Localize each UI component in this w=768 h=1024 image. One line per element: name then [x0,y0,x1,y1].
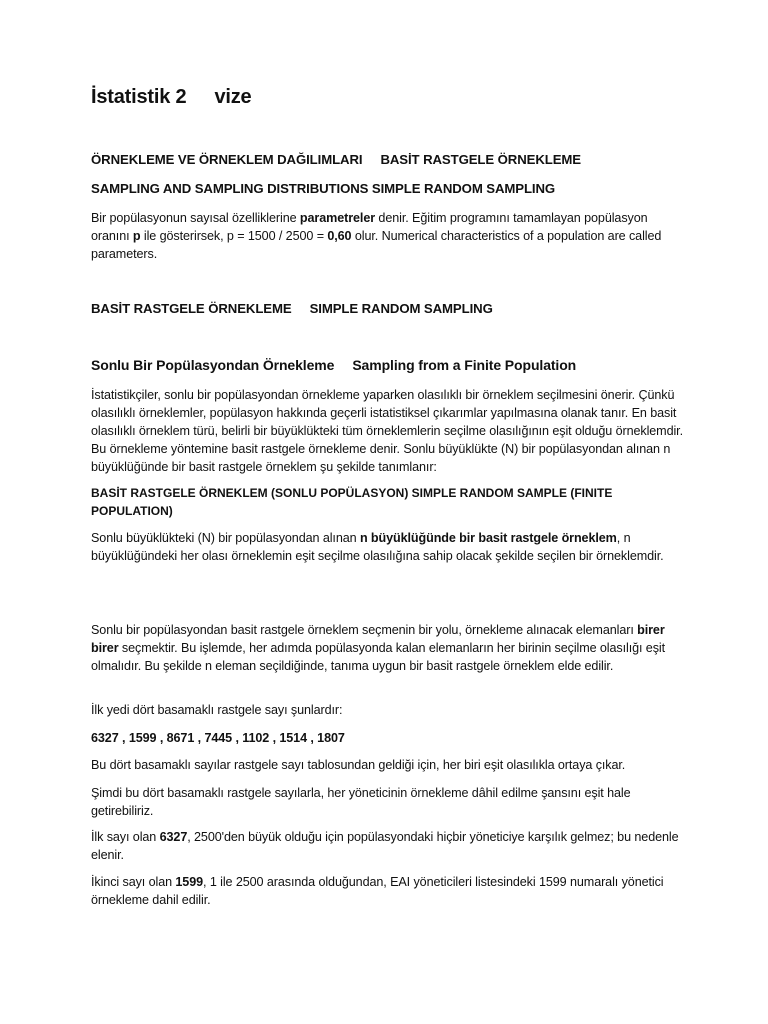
heading-simple-random-sampling: BASİT RASTGELE ÖRNEKLEME SIMPLE RANDOM SAMPLING [91,301,493,316]
random-numbers-list: 6327 , 1599 , 8671 , 7445 , 1102 , 1514 , 1807 [91,731,345,745]
paragraph-selection-method: Sonlu bir popülasyondan basit rastgele örneklem seçmenin bir yolu, örnekleme alınacak elemanları birer birer seçmektir. Bu işlemde, her adımda popülasyonda kalan elemanların her birinin seçilme olasılığı eşit olmalıdır. Bu şekilde n eleman seçildiğinde, tanıma uygun bir basit rastgele örneklem elde edilir. [91,623,666,673]
paragraph-equal-probability: Bu dört basamaklı sayılar rastgele sayı tablosundan geldiği için, her biri eşit olasılıkla ortaya çıkar. [91,758,626,772]
paragraph-definition: Sonlu büyüklükteki (N) bir popülasyondan alınan n büyüklüğünde bir basit rastgele örneklem, n büyüklüğündeki her olası örneklemin eşit seçilme olasılığına sahip olacak şekilde seçilen bir örneklemdir. [91,531,664,563]
paragraph-second-number: İkinci sayı olan 1599, 1 ile 2500 arasında olduğundan, EAI yöneticileri listesindeki 1599 numaralı yönetici örnekleme dahil edilir. [91,875,664,907]
heading-sampling-distributions-en: SAMPLING AND SAMPLING DISTRIBUTIONS SIMPLE RANDOM SAMPLING [91,181,556,196]
heading-sampling-distributions-tr: ÖRNEKLEME VE ÖRNEKLEM DAĞILIMLARI BASİT RASTGELE ÖRNEKLEME [91,152,582,167]
paragraph-random-numbers-intro: İlk yedi dört basamaklı rastgele sayı şunlardır: [91,703,343,717]
heading-simple-random-sample-definition: BASİT RASTGELE ÖRNEKLEM (SONLU POPÜLASYON) SIMPLE RANDOM SAMPLE (FINITE POPULATION) [91,486,613,518]
paragraph-first-number: İlk sayı olan 6327, 2500'den büyük olduğu için popülasyondaki hiçbir yöneticiye karşılık gelmez; bu nedenle elenir. [91,830,679,862]
page-title: İstatistik 2 vize [91,86,252,108]
paragraph-parameters: Bir popülasyonun sayısal özelliklerine parametreler denir. Eğitim programını tamamlayan popülasyon oranını p ile gösterirsek, p = 1500 / 2500 = 0,60 olur. Numerical characteristics of a population are called parameters. [91,211,662,261]
heading-finite-population: Sonlu Bir Popülasyondan Örnekleme Sampling from a Finite Population [91,357,577,373]
paragraph-equal-chance: Şimdi bu dört basamaklı rastgele sayılarla, her yöneticinin örnekleme dâhil edilme şansını eşit hale getirebiliriz. [91,786,631,818]
paragraph-probability-sample: İstatistikçiler, sonlu bir popülasyondan örnekleme yaparken olasılıklı bir örneklem seçilmesini önerir. Çünkü olasılıklı örneklemler, popülasyon hakkında geçerli istatistiksel çıkarımlar yapılmasına olanak tanır. En basit olasılıklı örneklem türü, belirli bir büyüklükteki tüm örneklemlerin seçilme olasılığının eşit olduğu örneklemdir. Bu örnekleme yöntemine basit rastgele örnekleme denir. Sonlu büyüklükte (N) bir popülasyondan alınan n büyüklüğünde bir basit rastgele örneklem şu şekilde tanımlanır: [91,388,683,474]
